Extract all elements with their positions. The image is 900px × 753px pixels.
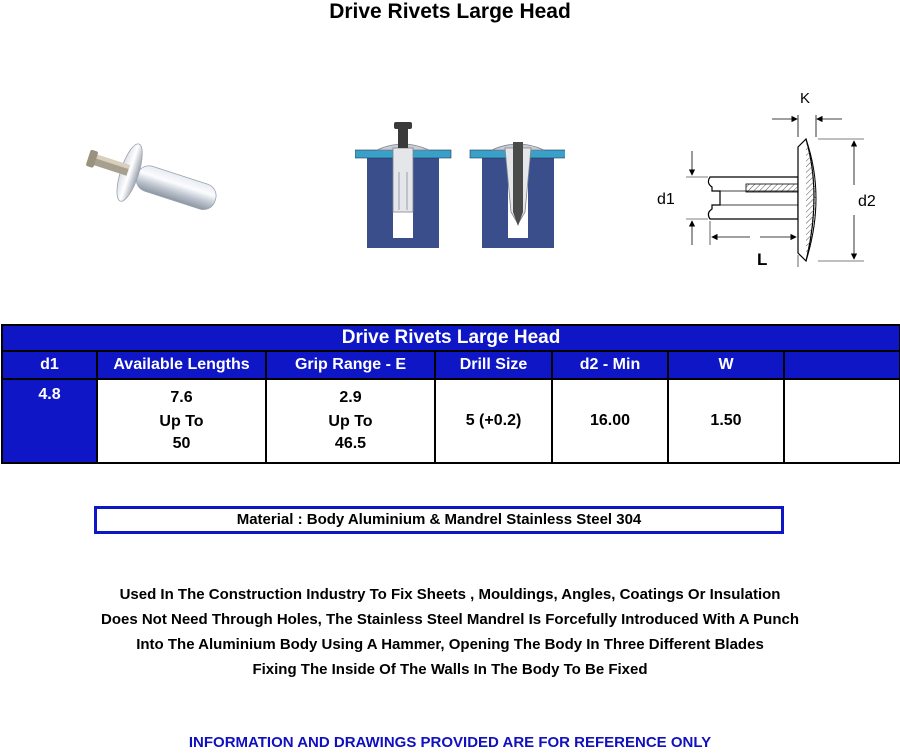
cell-w: 1.50 — [668, 379, 784, 463]
header-d1: d1 — [2, 351, 97, 379]
description-line: Fixing The Inside Of The Walls In The Body To Be Fixed — [252, 661, 648, 678]
length-max: 50 — [172, 435, 191, 452]
cell-d2-min: 16.00 — [552, 379, 668, 463]
dimension-drawing — [650, 85, 890, 275]
specification-table — [1, 324, 900, 464]
rivet-photo — [75, 130, 235, 240]
grip-max: 46.5 — [334, 435, 367, 452]
description — [0, 582, 900, 682]
length-connector: Up To — [159, 413, 204, 430]
d2-label: d2 — [858, 193, 876, 210]
grip-connector: Up To — [328, 413, 373, 430]
l-label: L — [757, 250, 768, 269]
cell-grip-range — [266, 379, 435, 463]
cell-d1: 4.8 — [2, 379, 97, 463]
grip-min: 2.9 — [339, 389, 362, 406]
description-line: Into The Aluminium Body Using A Hammer, Opening The Body In Three Different Blades — [136, 636, 764, 653]
header-empty — [784, 351, 900, 379]
description-line: Used In The Construction Industry To Fix Sheets , Mouldings, Angles, Coatings Or Insulation — [119, 586, 781, 603]
length-min: 7.6 — [170, 389, 193, 406]
cell-extra — [784, 379, 900, 463]
installation-section-diagram — [355, 112, 565, 252]
reference-disclaimer: INFORMATION AND DRAWINGS PROVIDED ARE FOR REFERENCE ONLY — [188, 734, 712, 751]
description-line: Does Not Need Through Holes, The Stainless Steel Mandrel Is Forcefully Introduced With A Punch — [100, 611, 799, 628]
header-drill-size: Drill Size — [435, 351, 552, 379]
page-title: Drive Rivets Large Head — [329, 0, 571, 23]
header-grip-range: Grip Range - E — [266, 351, 435, 379]
material-box: Material : Body Aluminium & Mandrel Stainless Steel 304 — [94, 506, 784, 534]
k-label: K — [800, 90, 811, 107]
table-row — [2, 379, 900, 463]
table-caption: Drive Rivets Large Head — [2, 325, 900, 351]
d1-label: d1 — [657, 191, 675, 208]
cell-available-lengths — [97, 379, 266, 463]
cell-drill-size: 5 (+0.2) — [435, 379, 552, 463]
header-d2-min: d2 - Min — [552, 351, 668, 379]
header-w: W — [668, 351, 784, 379]
header-available-lengths: Available Lengths — [97, 351, 266, 379]
